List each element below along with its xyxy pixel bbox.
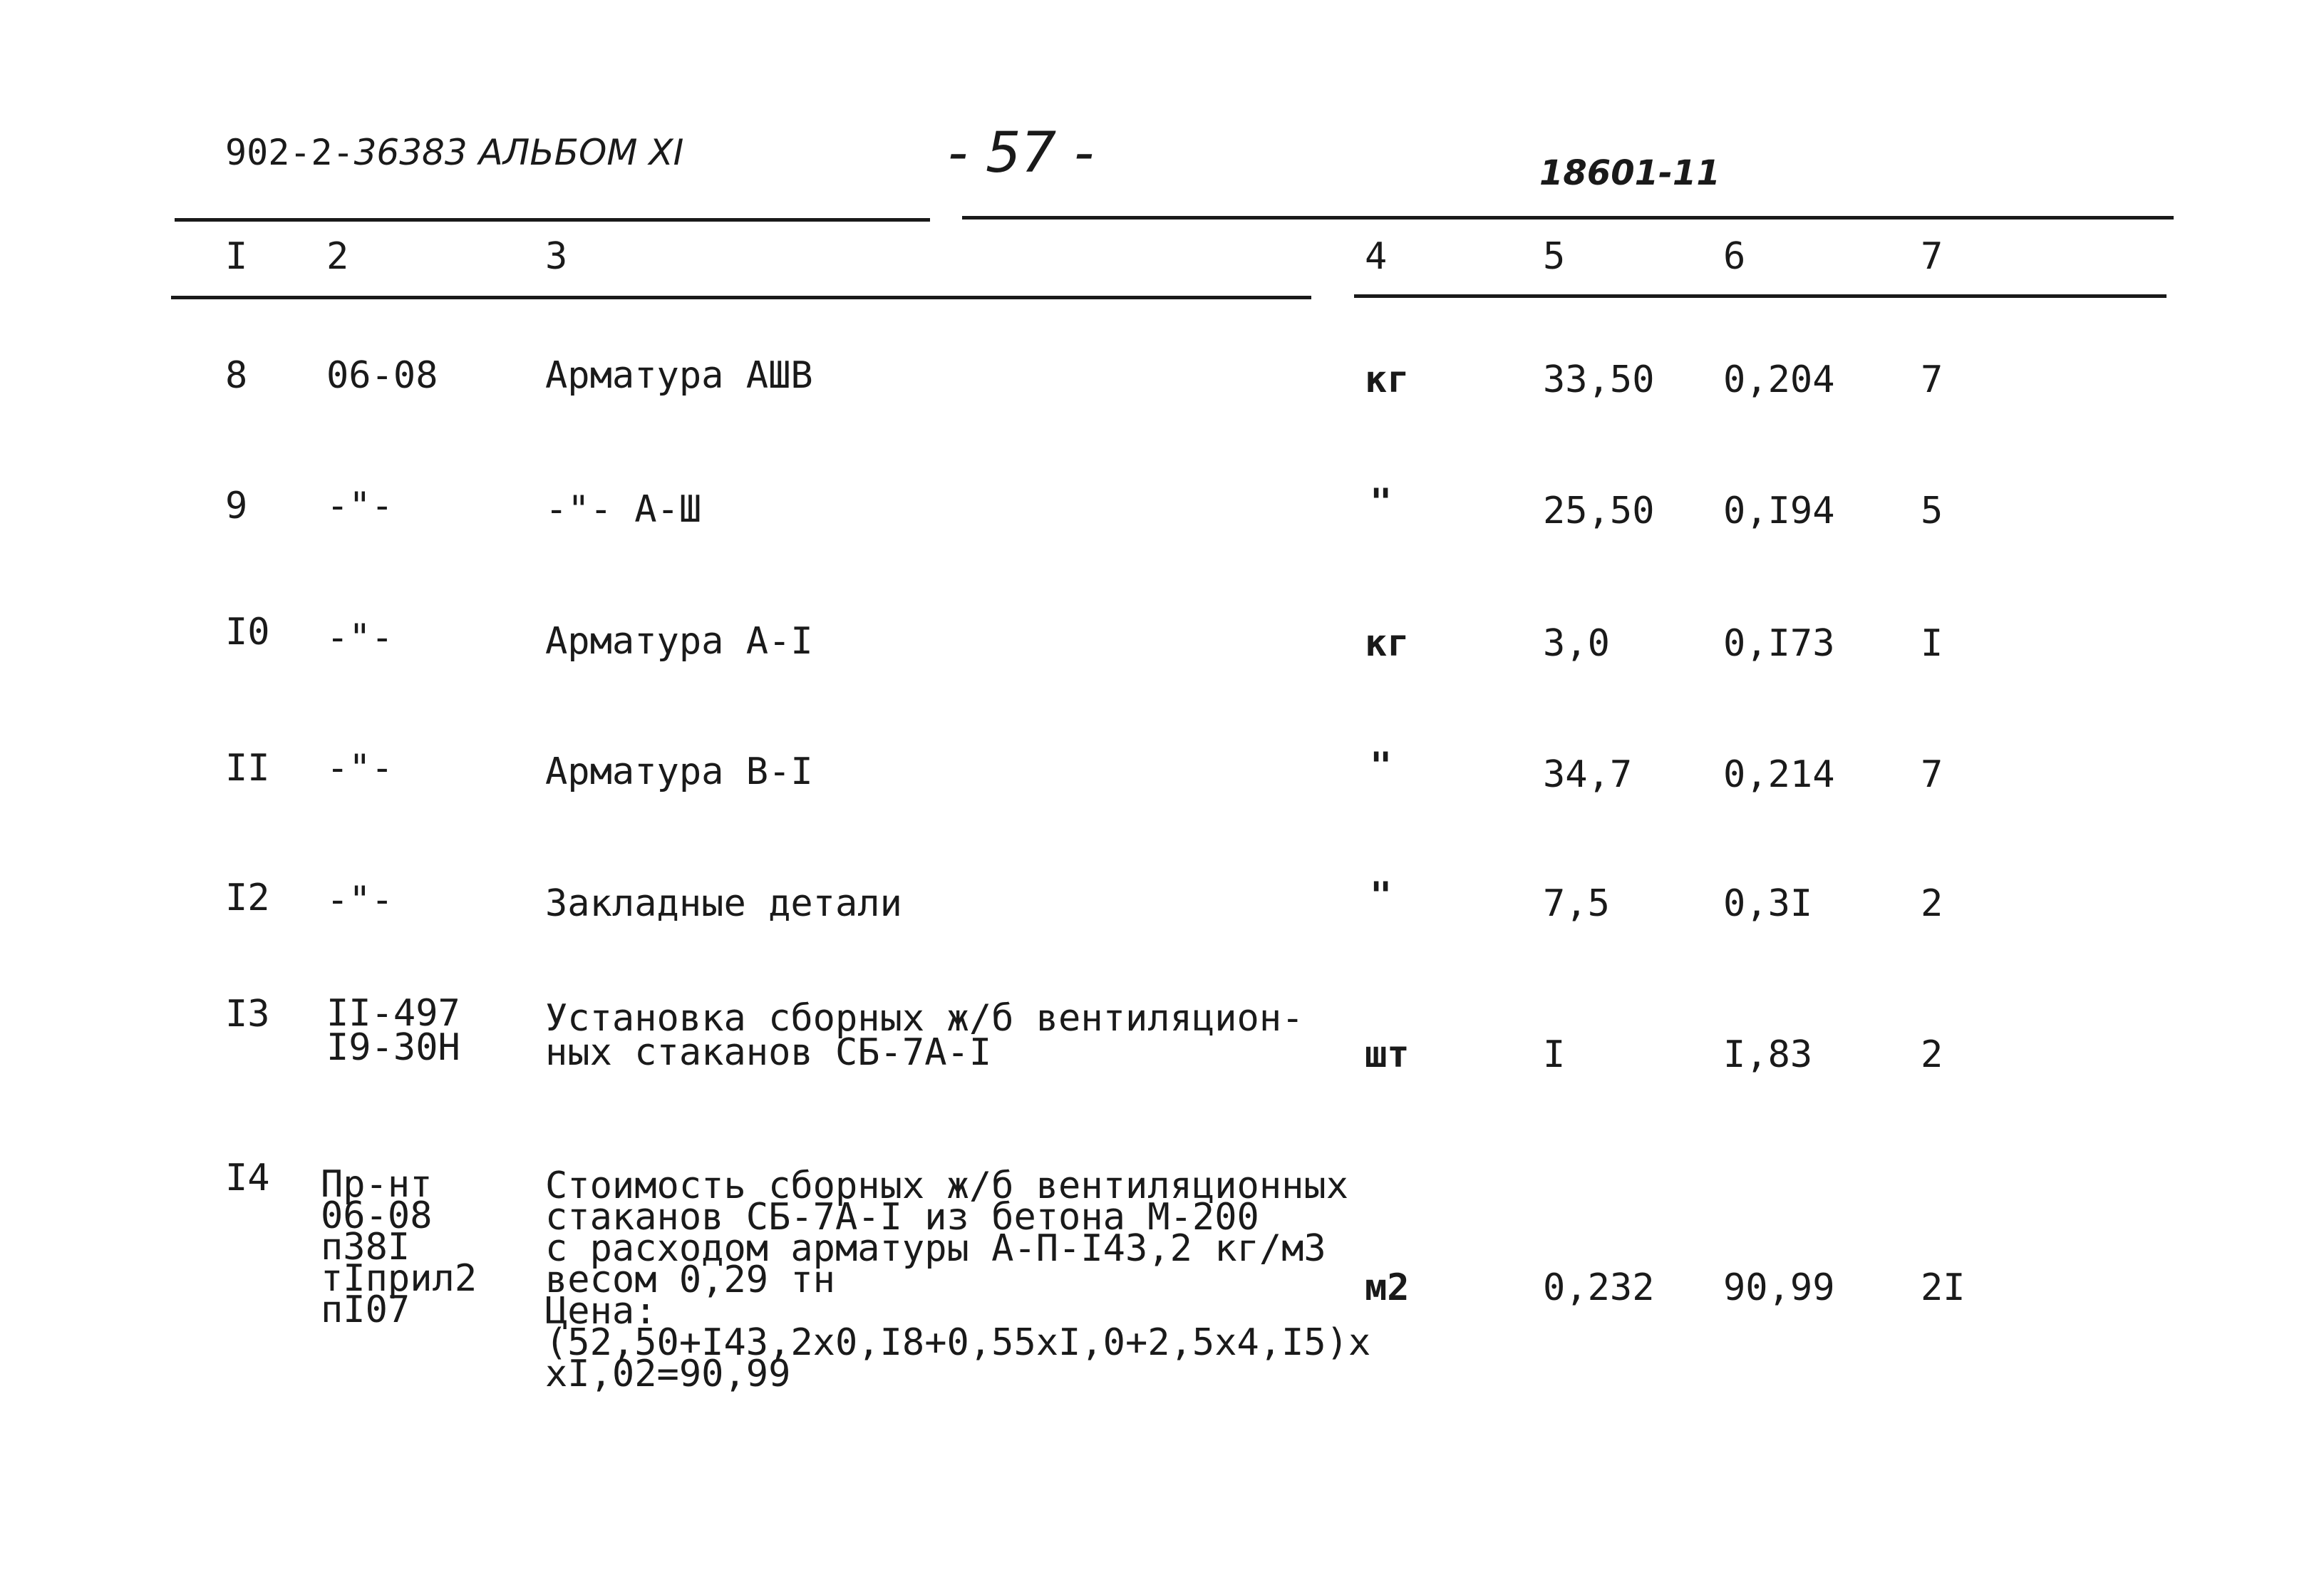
row-11-price: 0,214 — [1723, 753, 1835, 796]
row-11-total: 7 — [1921, 753, 1943, 796]
row-11-unit: " — [1370, 745, 1393, 788]
row-13-code: II-497 I9-30Н — [326, 992, 460, 1069]
row-12-unit: " — [1370, 874, 1393, 917]
reference-number: 18601-11 — [1539, 153, 1720, 193]
row-8-name: Арматура АШВ — [545, 354, 813, 397]
header-rule-left — [171, 296, 1311, 299]
row-14-code: Пр-нт 06-08 п38I тIприл2 пI07 — [321, 1163, 477, 1331]
row-9-total: 5 — [1921, 490, 1943, 532]
row-14-unit: м2 — [1365, 1266, 1410, 1309]
header-rule-right — [1354, 294, 2167, 298]
page-number: - 57 - — [948, 121, 1095, 185]
document-code-printed: 902-2- — [225, 132, 354, 173]
row-11-name: Арматура В-I — [545, 750, 813, 793]
row-11-number: II — [225, 747, 270, 790]
row-14-name: Стоимость сборных ж/б вентиляционных стаканов СБ-7А-I из бетона М-200 с расходом арматуры А-П-I43,2 кг/м3 весом 0,29 тн Цена: (52,50+I43,2х0,I8+0,55хI,0+2,5х4,I5)х хI,02=90,99 — [545, 1165, 1371, 1395]
row-8-quantity: 33,50 — [1543, 358, 1655, 401]
document-code — [225, 132, 683, 173]
row-10-name: Арматура А-I — [545, 620, 813, 663]
column-header-3: 3 — [545, 235, 568, 278]
row-10-quantity: 3,0 — [1543, 622, 1610, 665]
row-9-number: 9 — [225, 485, 248, 527]
row-12-price: 0,3I — [1723, 882, 1813, 925]
row-13-name: Установка сборных ж/б вентиляцион- ных стаканов СБ-7А-I — [545, 997, 1304, 1074]
row-12-total: 2 — [1921, 882, 1943, 925]
row-13-unit: шт — [1365, 1033, 1410, 1076]
row-10-price: 0,I73 — [1723, 622, 1835, 665]
row-13-number: I3 — [225, 993, 270, 1036]
row-12-number: I2 — [225, 877, 270, 919]
top-rule-right — [962, 216, 2174, 220]
column-header-4: 4 — [1365, 235, 1388, 278]
row-8-number: 8 — [225, 354, 248, 397]
row-9-name: -"- А-Ш — [545, 488, 702, 531]
column-header-5: 5 — [1543, 235, 1566, 278]
row-8-price: 0,204 — [1723, 358, 1835, 401]
row-14-number: I4 — [225, 1157, 270, 1199]
row-12-name: Закладные детали — [545, 882, 902, 925]
row-13-price: I,83 — [1723, 1033, 1813, 1076]
row-13-quantity: I — [1543, 1033, 1566, 1076]
row-8-code: 06-08 — [326, 354, 438, 397]
row-11-quantity: 34,7 — [1543, 753, 1633, 796]
column-header-2: 2 — [326, 235, 349, 278]
row-8-unit: кг — [1365, 358, 1410, 401]
row-10-code: -"- — [326, 616, 393, 659]
row-9-unit: " — [1370, 481, 1393, 524]
row-12-quantity: 7,5 — [1543, 882, 1610, 925]
row-10-number: I0 — [225, 611, 270, 654]
row-9-price: 0,I94 — [1723, 490, 1835, 532]
row-8-total: 7 — [1921, 358, 1943, 401]
row-14-quantity: 0,232 — [1543, 1266, 1655, 1309]
document-code-handwritten: 36383 АЛЬБОМ XI — [353, 132, 684, 173]
row-10-unit: кг — [1365, 622, 1410, 665]
row-11-code: -"- — [326, 747, 393, 790]
column-header-7: 7 — [1921, 235, 1943, 278]
column-header-6: 6 — [1723, 235, 1746, 278]
top-rule-left — [175, 218, 930, 222]
row-13-total: 2 — [1921, 1033, 1943, 1076]
row-10-total: I — [1921, 622, 1943, 665]
row-14-price: 90,99 — [1723, 1266, 1835, 1309]
row-14-total: 2I — [1921, 1266, 1966, 1309]
row-9-quantity: 25,50 — [1543, 490, 1655, 532]
column-header-1: I — [225, 235, 248, 278]
row-9-code: -"- — [326, 485, 393, 527]
row-12-code: -"- — [326, 879, 393, 921]
